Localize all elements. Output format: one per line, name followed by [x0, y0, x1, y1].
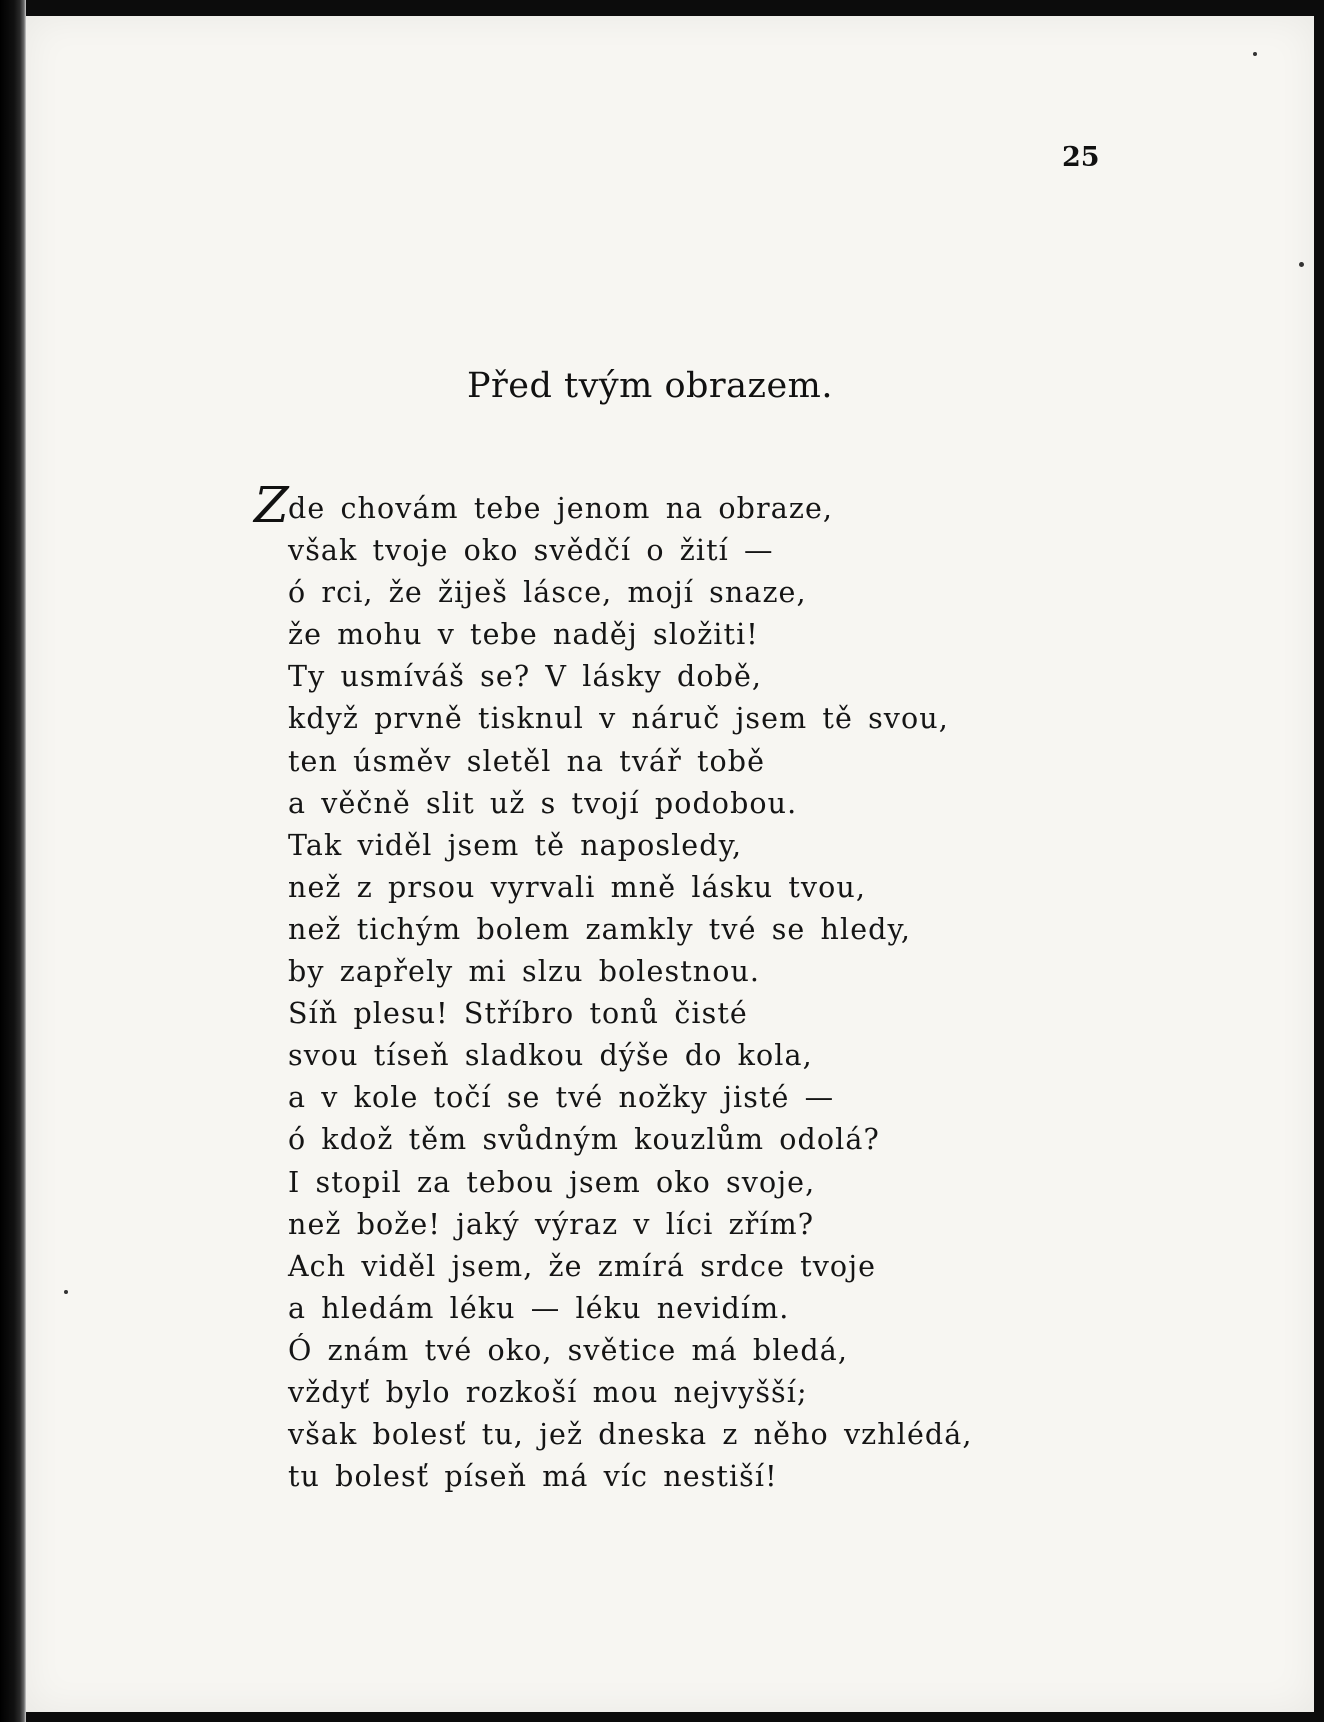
poem-line: vždyť bylo rozkoší mou nejvyšší;	[288, 1375, 808, 1409]
poem-line: Ó znám tvé oko, světice má bledá,	[288, 1333, 848, 1367]
poem-line: tu bolesť píseň má víc nestiší!	[288, 1460, 778, 1494]
poem-line: de chovám tebe jenom na obraze,	[288, 492, 834, 525]
poem-line: však tvoje oko svědčí o žití —	[288, 534, 774, 568]
poem-line: a v kole točí se tvé nožky jisté —	[288, 1081, 835, 1115]
poem-title: Před tvým obrazem.	[467, 366, 833, 406]
poem-line: když prvně tisknul v náruč jsem tě svou,	[288, 702, 949, 736]
poem-line: Síň plesu! Stříbro tonů čisté	[288, 997, 748, 1031]
print-speck	[1253, 52, 1257, 56]
poem-line: by zapřely mi slzu bolestnou.	[288, 955, 761, 989]
poem-line: Tak viděl jsem tě naposledy,	[288, 828, 743, 862]
poem-line: že mohu v tebe naděj složiti!	[288, 618, 759, 652]
poem-line: však bolesť tu, jež dneska z něho vzhlédá,	[288, 1418, 973, 1452]
print-speck	[1299, 262, 1304, 267]
poem-line: Ty usmíváš se? V lásky době,	[288, 660, 763, 694]
page-number: 25	[1062, 142, 1100, 173]
poem-body	[288, 488, 973, 1498]
poem-line: než bože! jaký výraz v líci zřím?	[288, 1207, 815, 1241]
poem-line: a hledám léku — léku nevidím.	[288, 1291, 790, 1325]
poem-line: Ach viděl jsem, že zmírá srdce tvoje	[288, 1249, 877, 1283]
poem-line: I stopil za tebou jsem oko svoje,	[288, 1165, 816, 1199]
poem-line: ó kdož těm svůdným kouzlům odolá?	[288, 1123, 880, 1157]
poem-line: než z prsou vyrvali mně lásku tvou,	[288, 870, 866, 904]
poem-line: svou tíseň sladkou dýše do kola,	[288, 1039, 813, 1073]
print-speck	[64, 1290, 68, 1294]
decorative-initial-letter: Z	[254, 476, 289, 534]
poem-line: a věčně slit už s tvojí podobou.	[288, 786, 798, 820]
poem-line: ó rci, že žiješ lásce, mojí snaze,	[288, 576, 807, 610]
poem-line: než tichým bolem zamkly tvé se hledy,	[288, 912, 912, 946]
poem-line: ten úsměv sletěl na tvář tobě	[288, 744, 766, 778]
page-left-edge	[0, 0, 26, 1722]
